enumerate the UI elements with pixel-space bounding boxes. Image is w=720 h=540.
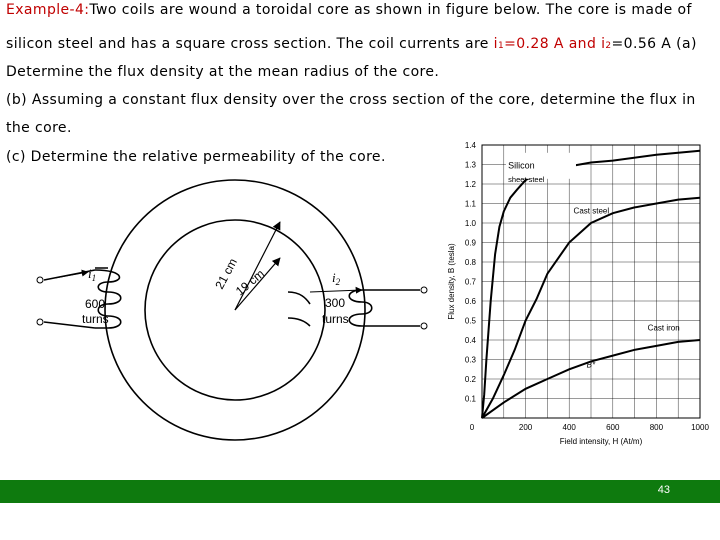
y-tick-label: 0.1: [464, 394, 476, 404]
silicon-curve-label-2: sheet steel: [508, 175, 545, 185]
footer-bar: [0, 480, 720, 503]
left-current-label: $i_1$: [88, 266, 97, 283]
y-tick-label: 0.3: [464, 355, 476, 365]
y-tick-label: 0.8: [464, 258, 476, 267]
chart-annotation: Cast steel: [573, 206, 610, 216]
y-tick-label: 0.6: [464, 297, 476, 306]
left-turns-count: 600: [85, 297, 106, 311]
problem-part-a: Determine the flux density at the mean radius of the core.: [6, 64, 440, 80]
left-turns-unit: turns: [82, 312, 109, 326]
inner-radius-label: 19 cm: [232, 266, 267, 299]
right-coil: [288, 290, 420, 326]
right-turns-count: 300: [325, 296, 346, 310]
silicon-curve-label: Silicon: [508, 160, 535, 171]
right-terminal-top: [421, 287, 427, 293]
problem-part-b-cont: the core.: [6, 120, 72, 136]
y-tick-label: 1.2: [464, 180, 476, 189]
chart-x-axis-label: Field intensity, H (At/m): [559, 437, 643, 446]
x-tick-label: 0: [469, 423, 475, 432]
i1-current: i1=0.28 A and: [493, 36, 602, 52]
y-tick-label: 1.0: [464, 219, 476, 228]
left-terminal-top: [37, 277, 43, 283]
right-turns-unit: turns: [322, 312, 349, 326]
problem-part-b: (b) Assuming a constant flux density over the cross section of the core, determine the flux in: [6, 92, 696, 108]
x-tick-label: 800: [649, 423, 664, 432]
right-current-label: $i_2$: [332, 270, 341, 287]
y-tick-label: 0.4: [464, 336, 476, 345]
y-tick-label: 1.1: [464, 199, 476, 209]
material-text: silicon steel and has a square cross section: [6, 36, 327, 52]
i2-value: =0.56 A (a): [611, 36, 697, 52]
chart-tick-labels: [465, 141, 710, 432]
chart-annotation: B*: [586, 360, 596, 370]
problem-part-c: (c) Determine the relative permeability of the core.: [6, 149, 386, 165]
y-tick-label: 1.4: [464, 141, 476, 150]
example-label: Example-4:: [6, 2, 90, 18]
chart-y-axis-label: Flux density, B (tesla): [447, 243, 456, 320]
y-tick-label: 0.5: [464, 316, 476, 326]
left-terminal-bottom: [37, 319, 43, 325]
y-tick-label: 0.9: [464, 238, 476, 248]
x-tick-label: 600: [606, 423, 620, 432]
x-tick-label: 200: [518, 423, 533, 432]
x-tick-label: 1000: [691, 423, 709, 432]
y-tick-label: 1.3: [464, 160, 476, 170]
i2-current: i2: [601, 36, 612, 52]
bh-curve-chart: [447, 141, 709, 446]
x-tick-label: 400: [562, 423, 576, 432]
currents-text: . The coil currents are: [326, 36, 494, 52]
chart-grid: [482, 145, 700, 418]
y-tick-label: 0.7: [464, 277, 476, 287]
y-tick-label: 0.2: [464, 375, 476, 384]
chart-annotation: Cast iron: [647, 323, 680, 333]
right-terminal-bottom: [421, 323, 427, 329]
page-number: 43: [657, 484, 670, 496]
problem-intro: Two coils are wound a toroidal core as shown in figure below. The core is made of: [89, 2, 692, 18]
outer-radius-label: 21 cm: [212, 255, 240, 292]
